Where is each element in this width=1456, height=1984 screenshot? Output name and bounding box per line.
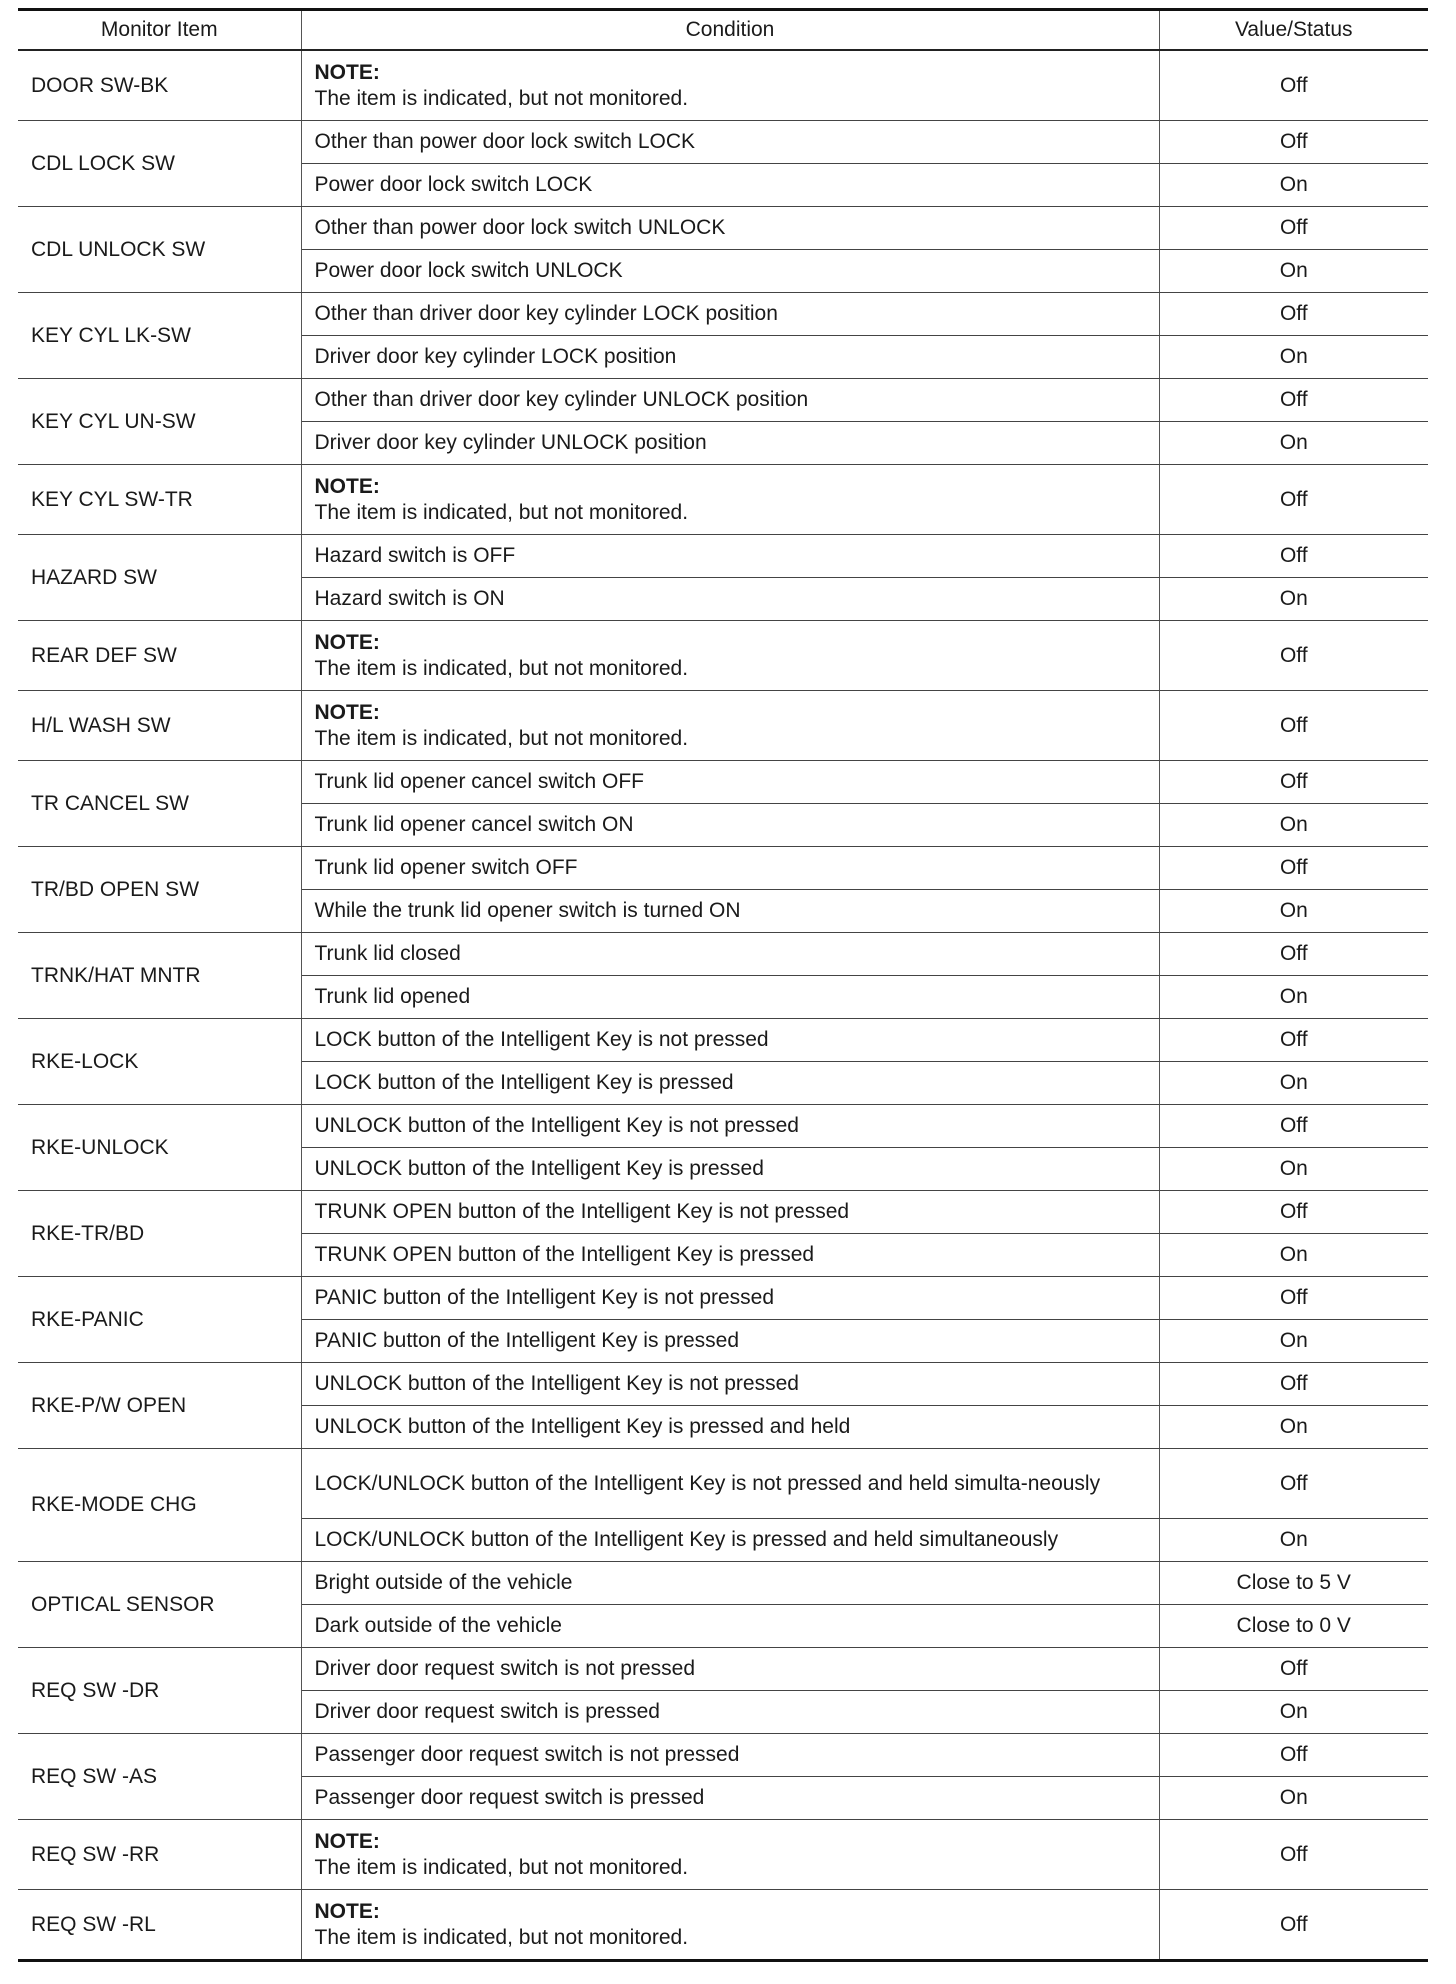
value-status-cell: On [1159, 1320, 1428, 1363]
condition-cell: Power door lock switch LOCK [301, 164, 1159, 207]
note-label: NOTE: [314, 1830, 380, 1854]
value-status-cell: Off [1159, 1105, 1428, 1148]
table-row [18, 465, 1428, 535]
value-status-cell: On [1159, 804, 1428, 847]
table-row [18, 121, 1428, 164]
note-label: NOTE: [314, 475, 380, 499]
condition-cell: Dark outside of the vehicle [301, 1605, 1159, 1648]
monitor-item-cell: DOOR SW-BK [18, 50, 301, 121]
condition-cell: PANIC button of the Intelligent Key is pressed [301, 1320, 1159, 1363]
value-status-cell: On [1159, 250, 1428, 293]
condition-cell: Driver door request switch is not pressed [301, 1648, 1159, 1691]
table-row [18, 379, 1428, 422]
monitor-item-cell: REQ SW -RL [18, 1890, 301, 1961]
table-row [18, 847, 1428, 890]
condition-cell: TRUNK OPEN button of the Intelligent Key is pressed [301, 1234, 1159, 1277]
table-row [18, 50, 1428, 121]
condition-cell: Bright outside of the vehicle [301, 1562, 1159, 1605]
value-status-cell: On [1159, 422, 1428, 465]
condition-cell: Trunk lid opened [301, 976, 1159, 1019]
value-status-cell: On [1159, 1691, 1428, 1734]
monitor-item-cell: CDL LOCK SW [18, 121, 301, 207]
monitor-item-cell: REQ SW -RR [18, 1820, 301, 1890]
condition-cell: Passenger door request switch is pressed [301, 1777, 1159, 1820]
header-condition: Condition [301, 10, 1159, 51]
condition-cell: Power door lock switch UNLOCK [301, 250, 1159, 293]
monitor-item-cell: RKE-P/W OPEN [18, 1363, 301, 1449]
value-status-cell: On [1159, 1234, 1428, 1277]
condition-cell: UNLOCK button of the Intelligent Key is pressed [301, 1148, 1159, 1191]
table-header-row [18, 10, 1428, 51]
value-status-cell: Close to 5 V [1159, 1562, 1428, 1605]
value-status-cell: On [1159, 336, 1428, 379]
condition-cell: LOCK/UNLOCK button of the Intelligent Key is not pressed and held simulta-neously [301, 1449, 1159, 1519]
table-row [18, 621, 1428, 691]
table-row [18, 691, 1428, 761]
monitor-item-cell: TR/BD OPEN SW [18, 847, 301, 933]
value-status-cell: Off [1159, 1734, 1428, 1777]
monitor-item-cell: RKE-TR/BD [18, 1191, 301, 1277]
table-row [18, 933, 1428, 976]
monitor-item-cell: RKE-LOCK [18, 1019, 301, 1105]
value-status-cell: Off [1159, 379, 1428, 422]
condition-cell: Hazard switch is OFF [301, 535, 1159, 578]
condition-cell: UNLOCK button of the Intelligent Key is not pressed [301, 1363, 1159, 1406]
value-status-cell: Off [1159, 691, 1428, 761]
monitor-item-cell: TRNK/HAT MNTR [18, 933, 301, 1019]
condition-cell: Driver door key cylinder UNLOCK position [301, 422, 1159, 465]
value-status-cell: On [1159, 578, 1428, 621]
condition-cell: Passenger door request switch is not pressed [301, 1734, 1159, 1777]
condition-cell [301, 1820, 1159, 1890]
value-status-cell: Off [1159, 1820, 1428, 1890]
condition-cell: Trunk lid closed [301, 933, 1159, 976]
value-status-cell: Off [1159, 933, 1428, 976]
value-status-cell: Off [1159, 1277, 1428, 1320]
condition-cell: LOCK button of the Intelligent Key is pressed [301, 1062, 1159, 1105]
condition-cell: LOCK button of the Intelligent Key is not pressed [301, 1019, 1159, 1062]
table-row [18, 1890, 1428, 1961]
note-text: The item is indicated, but not monitored. [314, 1855, 689, 1879]
monitor-item-cell: KEY CYL LK-SW [18, 293, 301, 379]
value-status-cell: Off [1159, 535, 1428, 578]
note-text: The item is indicated, but not monitored. [314, 500, 689, 524]
monitor-item-cell: REAR DEF SW [18, 621, 301, 691]
value-status-cell: Close to 0 V [1159, 1605, 1428, 1648]
table-row [18, 1648, 1428, 1691]
condition-cell: TRUNK OPEN button of the Intelligent Key is not pressed [301, 1191, 1159, 1234]
note-text: The item is indicated, but not monitored. [314, 656, 689, 680]
monitor-item-cell: H/L WASH SW [18, 691, 301, 761]
table-row [18, 1734, 1428, 1777]
value-status-cell: On [1159, 976, 1428, 1019]
note-label: NOTE: [314, 61, 380, 85]
condition-cell [301, 621, 1159, 691]
value-status-cell: On [1159, 1148, 1428, 1191]
table-row [18, 1562, 1428, 1605]
condition-cell: Driver door key cylinder LOCK position [301, 336, 1159, 379]
table-row [18, 1191, 1428, 1234]
table-row [18, 293, 1428, 336]
table-row [18, 1277, 1428, 1320]
value-status-cell: Off [1159, 1363, 1428, 1406]
table-row [18, 761, 1428, 804]
value-status-cell: Off [1159, 1648, 1428, 1691]
monitor-item-cell: RKE-UNLOCK [18, 1105, 301, 1191]
table-row [18, 1019, 1428, 1062]
note-label: NOTE: [314, 701, 380, 725]
monitor-item-cell: KEY CYL UN-SW [18, 379, 301, 465]
condition-cell [301, 1890, 1159, 1961]
value-status-cell: Off [1159, 121, 1428, 164]
value-status-cell: Off [1159, 761, 1428, 804]
note-label: NOTE: [314, 1900, 380, 1924]
condition-cell: LOCK/UNLOCK button of the Intelligent Key is pressed and held simultaneously [301, 1519, 1159, 1562]
value-status-cell: On [1159, 890, 1428, 933]
monitor-item-cell: OPTICAL SENSOR [18, 1562, 301, 1648]
header-monitor-item: Monitor Item [18, 10, 301, 51]
condition-cell: Other than power door lock switch UNLOCK [301, 207, 1159, 250]
value-status-cell: Off [1159, 1191, 1428, 1234]
value-status-cell: On [1159, 1777, 1428, 1820]
condition-cell: Other than driver door key cylinder UNLOCK position [301, 379, 1159, 422]
monitor-item-cell: HAZARD SW [18, 535, 301, 621]
condition-cell: Other than power door lock switch LOCK [301, 121, 1159, 164]
condition-cell [301, 465, 1159, 535]
table-row [18, 1449, 1428, 1519]
condition-cell: UNLOCK button of the Intelligent Key is pressed and held [301, 1406, 1159, 1449]
value-status-cell: Off [1159, 1019, 1428, 1062]
condition-cell: UNLOCK button of the Intelligent Key is not pressed [301, 1105, 1159, 1148]
value-status-cell: Off [1159, 50, 1428, 121]
table-row [18, 207, 1428, 250]
note-text: The item is indicated, but not monitored. [314, 1925, 689, 1949]
header-value-status: Value/Status [1159, 10, 1428, 51]
monitor-item-cell: CDL UNLOCK SW [18, 207, 301, 293]
value-status-cell: On [1159, 164, 1428, 207]
value-status-cell: Off [1159, 465, 1428, 535]
table-row [18, 535, 1428, 578]
table-body [18, 50, 1428, 1961]
condition-cell: Trunk lid opener cancel switch OFF [301, 761, 1159, 804]
table-row [18, 1363, 1428, 1406]
condition-cell: While the trunk lid opener switch is turned ON [301, 890, 1159, 933]
value-status-cell: Off [1159, 847, 1428, 890]
table-row [18, 1105, 1428, 1148]
monitor-item-table [18, 8, 1428, 1962]
condition-cell: Driver door request switch is pressed [301, 1691, 1159, 1734]
value-status-cell: Off [1159, 1449, 1428, 1519]
note-text: The item is indicated, but not monitored. [314, 86, 689, 110]
monitor-item-cell: TR CANCEL SW [18, 761, 301, 847]
condition-cell: Hazard switch is ON [301, 578, 1159, 621]
value-status-cell: On [1159, 1062, 1428, 1105]
condition-cell [301, 691, 1159, 761]
condition-cell: Other than driver door key cylinder LOCK position [301, 293, 1159, 336]
monitor-item-cell: REQ SW -AS [18, 1734, 301, 1820]
condition-cell [301, 50, 1159, 121]
condition-cell: PANIC button of the Intelligent Key is not pressed [301, 1277, 1159, 1320]
monitor-item-cell: REQ SW -DR [18, 1648, 301, 1734]
value-status-cell: Off [1159, 621, 1428, 691]
note-text: The item is indicated, but not monitored. [314, 726, 689, 750]
condition-cell: Trunk lid opener cancel switch ON [301, 804, 1159, 847]
monitor-item-cell: KEY CYL SW-TR [18, 465, 301, 535]
value-status-cell: Off [1159, 1890, 1428, 1961]
value-status-cell: On [1159, 1519, 1428, 1562]
condition-cell: Trunk lid opener switch OFF [301, 847, 1159, 890]
value-status-cell: On [1159, 1406, 1428, 1449]
table-row [18, 1820, 1428, 1890]
monitor-item-cell: RKE-MODE CHG [18, 1449, 301, 1562]
value-status-cell: Off [1159, 207, 1428, 250]
monitor-item-cell: RKE-PANIC [18, 1277, 301, 1363]
note-label: NOTE: [314, 631, 380, 655]
value-status-cell: Off [1159, 293, 1428, 336]
